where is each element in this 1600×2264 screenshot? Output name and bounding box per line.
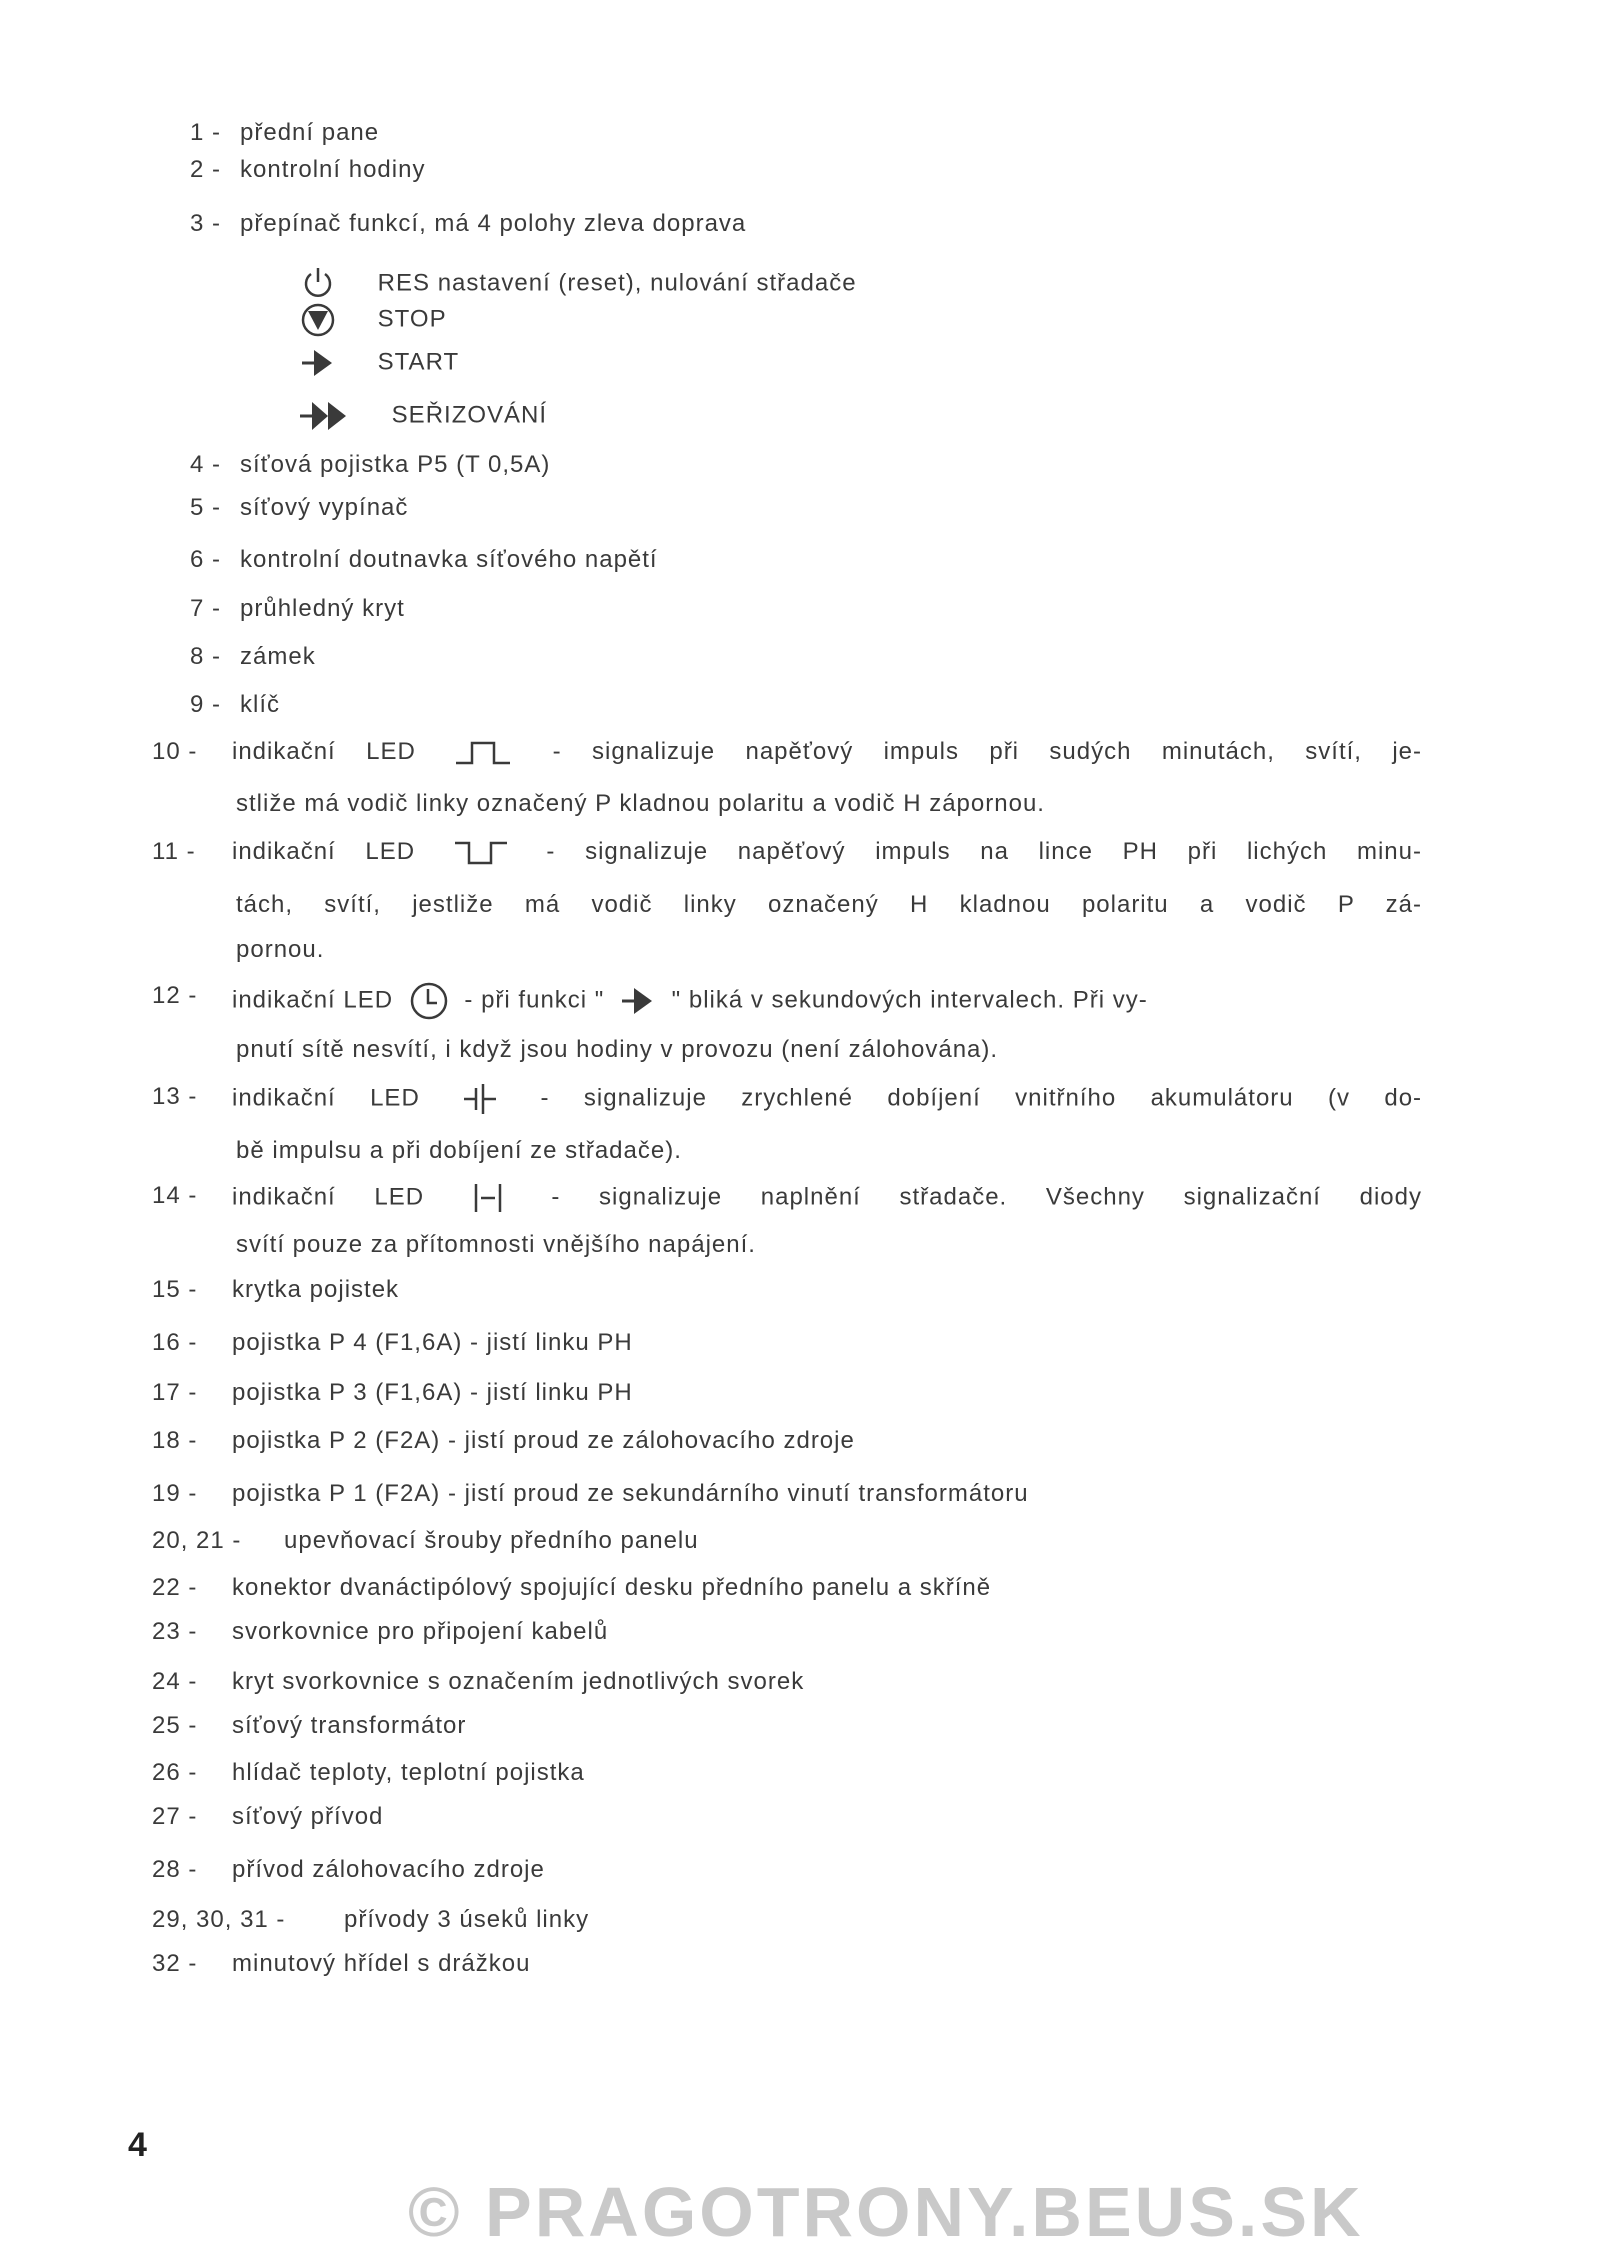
item-number: 7 - <box>190 595 222 622</box>
item-number: 10 - <box>152 738 198 765</box>
item-number: 12 - <box>152 982 198 1009</box>
text-segment: pojistka P 2 (F2A) - jistí proud ze zálohovacího zdroje <box>232 1427 855 1454</box>
item-text-line <box>240 493 408 523</box>
item-text-line <box>232 1758 585 1788</box>
item-text-line <box>232 1667 804 1697</box>
text-segment: indikační LED <box>232 1183 425 1211</box>
item-number: 29, 30, 31 - <box>152 1906 286 1933</box>
text-segment: krytka pojistek <box>232 1276 400 1303</box>
text-segment: hlídač teploty, teplotní pojistka <box>232 1759 585 1786</box>
item-text-line <box>240 118 379 148</box>
watermark: © PRAGOTRONY.BEUS.SK <box>408 2173 1364 2251</box>
item-number: 13 - <box>152 1083 198 1110</box>
text-segment: kryt svorkovnice s označením jednotlivých svorek <box>232 1668 805 1695</box>
item-text-line <box>236 890 1422 920</box>
item-text-line <box>240 690 280 720</box>
item-number: 23 - <box>152 1618 198 1645</box>
arrow-right-icon <box>300 347 336 379</box>
text-segment: STOP <box>377 305 447 333</box>
item-number: 1 - <box>190 119 222 146</box>
item-text-line <box>232 1328 633 1358</box>
item-text-line <box>232 1479 1029 1509</box>
item-text-line <box>232 1573 991 1603</box>
text-segment: indikační LED <box>232 738 416 765</box>
item-number: 14 - <box>152 1182 198 1209</box>
item-text-line <box>236 935 324 965</box>
text-segment: průhledný kryt <box>240 595 405 622</box>
text-segment: konektor dvanáctipólový spojující desku předního panelu a skříně <box>232 1574 992 1601</box>
text-segment: síťová pojistka P5 (T 0,5A) <box>240 451 551 478</box>
item-number: 25 - <box>152 1712 198 1739</box>
item-text-line <box>240 450 550 480</box>
item-text-line <box>240 155 425 185</box>
pulse-positive-icon <box>454 739 514 767</box>
item-text-line <box>236 1035 998 1065</box>
item-text-line <box>232 1855 545 1885</box>
arrow-right-icon <box>620 985 656 1017</box>
switch-position <box>300 264 857 304</box>
item-text-line <box>232 1949 530 1979</box>
text-segment: zámek <box>240 643 316 670</box>
text-segment: přední pane <box>240 119 380 146</box>
text-segment: indikační LED <box>232 1084 420 1112</box>
text-segment: indikační LED <box>232 838 416 865</box>
page-number: 4 <box>128 2126 147 2164</box>
text-segment: kontrolní hodiny <box>240 156 426 183</box>
text-segment: svítí pouze za přítomnosti vnějšího napájení. <box>236 1231 756 1258</box>
item-text-line <box>232 1378 633 1408</box>
text-segment: - při funkci " <box>464 986 605 1014</box>
capacitor-icon <box>471 1181 505 1215</box>
text-segment: kontrolní doutnavka síťového napětí <box>240 546 658 573</box>
item-text-line <box>236 1230 756 1260</box>
text-segment: RES nastavení (reset), nulování střadače <box>377 269 857 297</box>
text-segment: tách, svítí, jestliže má vodič linky označený H kladnou polaritu a vodič P zá- <box>236 891 1422 918</box>
switch-position <box>300 300 447 340</box>
text-segment: START <box>377 348 460 376</box>
item-number: 27 - <box>152 1803 198 1830</box>
item-text-line <box>236 1136 682 1166</box>
text-segment: pojistka P 4 (F1,6A) - jistí linku PH <box>232 1329 633 1356</box>
text-segment: minutový hřídel s drážkou <box>232 1950 531 1977</box>
pulse-negative-icon <box>453 839 509 867</box>
item-number: 18 - <box>152 1427 198 1454</box>
item-text-line <box>240 545 658 575</box>
text-segment: upevňovací šrouby předního panelu <box>284 1527 699 1554</box>
text-segment: přívody 3 úseků linky <box>344 1906 590 1933</box>
stop-icon <box>300 300 336 340</box>
text-segment: " bliká v sekundových intervalech. Při vy- <box>671 986 1148 1014</box>
item-number: 4 - <box>190 451 222 478</box>
clock-icon <box>409 981 449 1021</box>
item-text-line <box>284 1526 699 1556</box>
item-text-line <box>232 837 1422 867</box>
item-text-line <box>232 1275 399 1305</box>
text-segment: pojistka P 3 (F1,6A) - jistí linku PH <box>232 1379 633 1406</box>
item-text-line <box>232 1082 1422 1112</box>
text-segment: bě impulsu a při dobíjení ze střadače). <box>236 1137 682 1164</box>
text-segment: pnutí sítě nesvítí, i když jsou hodiny v provozu (není zálohována). <box>236 1036 999 1063</box>
item-number: 32 - <box>152 1950 198 1977</box>
text-segment: síťový transformátor <box>232 1712 467 1739</box>
item-number: 19 - <box>152 1480 198 1507</box>
text-segment: přívod zálohovacího zdroje <box>232 1856 545 1883</box>
text-segment: přepínač funkcí, má 4 polohy zleva doprava <box>240 210 747 237</box>
text-segment: - signalizuje napěťový impuls na lince PH při lichých minu- <box>546 838 1422 865</box>
text-segment: - signalizuje naplnění střadače. Všechny signalizační diody <box>551 1183 1423 1211</box>
text-segment: síťový vypínač <box>240 494 409 521</box>
text-segment: svorkovnice pro připojení kabelů <box>232 1618 609 1645</box>
item-text-line <box>232 981 1148 1021</box>
item-text-line <box>236 789 1045 819</box>
item-number: 2 - <box>190 156 222 183</box>
item-number: 9 - <box>190 691 222 718</box>
text-segment: pojistka P 1 (F2A) - jistí proud ze sekundárního vinutí transformátoru <box>232 1480 1029 1507</box>
item-number: 24 - <box>152 1668 198 1695</box>
text-segment: síťový přívod <box>232 1803 384 1830</box>
item-text-line <box>344 1905 589 1935</box>
item-number: 15 - <box>152 1276 198 1303</box>
item-number: 11 - <box>152 838 196 865</box>
switch-position <box>300 399 547 433</box>
text-segment: stliže má vodič linky označený P kladnou polaritu a vodič H zápornou. <box>236 790 1045 817</box>
text-segment: SEŘIZOVÁNÍ <box>391 401 548 429</box>
item-number: 3 - <box>190 210 222 237</box>
item-number: 17 - <box>152 1379 198 1406</box>
text-segment: pornou. <box>236 936 325 963</box>
item-text-line <box>232 1181 1422 1211</box>
switch-position <box>300 347 459 379</box>
power-icon <box>300 264 336 304</box>
double-arrow-right-icon <box>300 399 350 433</box>
item-number: 6 - <box>190 546 222 573</box>
item-text-line <box>232 1711 466 1741</box>
text-segment: - signalizuje zrychlené dobíjení vnitřního akumulátoru (v do- <box>540 1084 1423 1112</box>
text-segment: - signalizuje napěťový impuls při sudých minutách, svítí, je- <box>552 738 1423 765</box>
battery-icon <box>462 1082 498 1116</box>
item-text-line <box>240 594 405 624</box>
item-text-line <box>232 737 1422 767</box>
item-number: 20, 21 - <box>152 1527 242 1554</box>
text-segment: klíč <box>240 691 280 718</box>
item-text-line <box>240 642 316 672</box>
item-number: 8 - <box>190 643 222 670</box>
item-number: 22 - <box>152 1574 198 1601</box>
text-segment: indikační LED <box>232 986 394 1014</box>
item-number: 5 - <box>190 494 222 521</box>
item-number: 28 - <box>152 1856 198 1883</box>
item-number: 26 - <box>152 1759 198 1786</box>
item-text-line <box>240 209 746 239</box>
item-text-line <box>232 1426 855 1456</box>
item-text-line <box>232 1617 608 1647</box>
item-text-line <box>232 1802 383 1832</box>
item-number: 16 - <box>152 1329 198 1356</box>
